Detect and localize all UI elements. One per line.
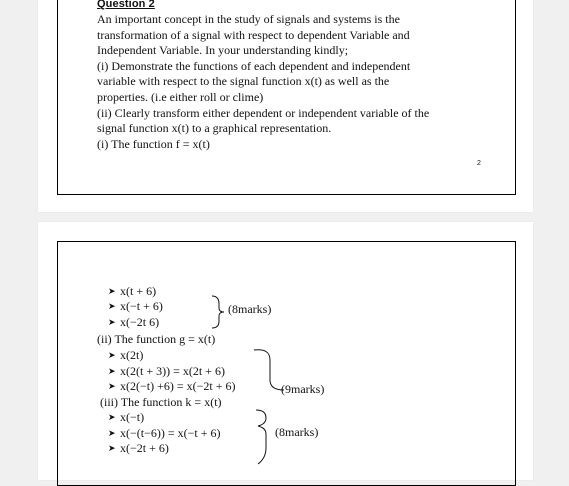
question-line: (i) The function f = x(t) xyxy=(97,136,210,151)
page-2 xyxy=(38,222,533,480)
question-line: (i) Demonstrate the functions of each dependent and independent xyxy=(97,58,411,73)
arrow-bullet-icon: ➤ xyxy=(108,286,116,296)
question-line: Independent Variable. In your understanding kindly; xyxy=(97,43,349,58)
page-1 xyxy=(38,0,533,212)
question-text xyxy=(97,12,477,152)
arrow-bullet-icon: ➤ xyxy=(108,443,116,453)
subquestion-heading: (ii) The function g = x(t) xyxy=(97,332,216,346)
arrow-bullet-icon: ➤ xyxy=(108,412,116,422)
question-line: transformation of a signal with respect to dependent Variable and xyxy=(97,27,410,42)
arrow-bullet-icon: ➤ xyxy=(108,428,116,438)
arrow-bullet-icon: ➤ xyxy=(108,350,116,360)
question-heading: Question 2 xyxy=(97,0,155,10)
arrow-bullet-icon: ➤ xyxy=(108,317,116,327)
list-item: ➤ x(2(t + 3)) = x(2t + 6) xyxy=(108,364,225,378)
list-item: ➤ x(−(t−6)) = x(−t + 6) xyxy=(108,426,221,440)
arrow-bullet-icon: ➤ xyxy=(108,381,116,391)
question-line: variable with respect to the signal function x(t) as well as the xyxy=(97,74,390,89)
question-line: An important concept in the study of signals and systems is the xyxy=(97,12,400,26)
arrow-bullet-icon: ➤ xyxy=(108,301,116,311)
list-item: ➤ x(−t + 6) xyxy=(108,299,163,313)
question-line: signal function x(t) to a graphical representation. xyxy=(97,121,332,136)
brace-icon xyxy=(252,408,276,468)
list-item: ➤ x(2t) xyxy=(108,348,144,362)
list-item: ➤ x(−2t + 6) xyxy=(108,441,169,455)
question-line: (ii) Clearly transform either dependent or independent variable of the xyxy=(97,105,430,120)
question-line: properties. (i.e either roll or clime) xyxy=(97,89,264,104)
page-number: 2 xyxy=(477,160,481,167)
subquestion-heading: (iii) The function k = x(t) xyxy=(100,395,222,409)
brace-icon xyxy=(210,294,230,330)
list-item: ➤ x(−2t 6) xyxy=(108,315,160,329)
marks-label: (8marks) xyxy=(228,302,272,316)
marks-label: (8marks) xyxy=(275,425,319,439)
arrow-bullet-icon: ➤ xyxy=(108,366,116,376)
marks-label: (9marks) xyxy=(281,382,325,396)
list-item: ➤ x(t + 6) xyxy=(108,284,157,298)
list-item: ➤ x(2(−t) +6) = x(−2t + 6) xyxy=(108,379,236,393)
list-item: ➤ x(−t) xyxy=(108,410,145,424)
